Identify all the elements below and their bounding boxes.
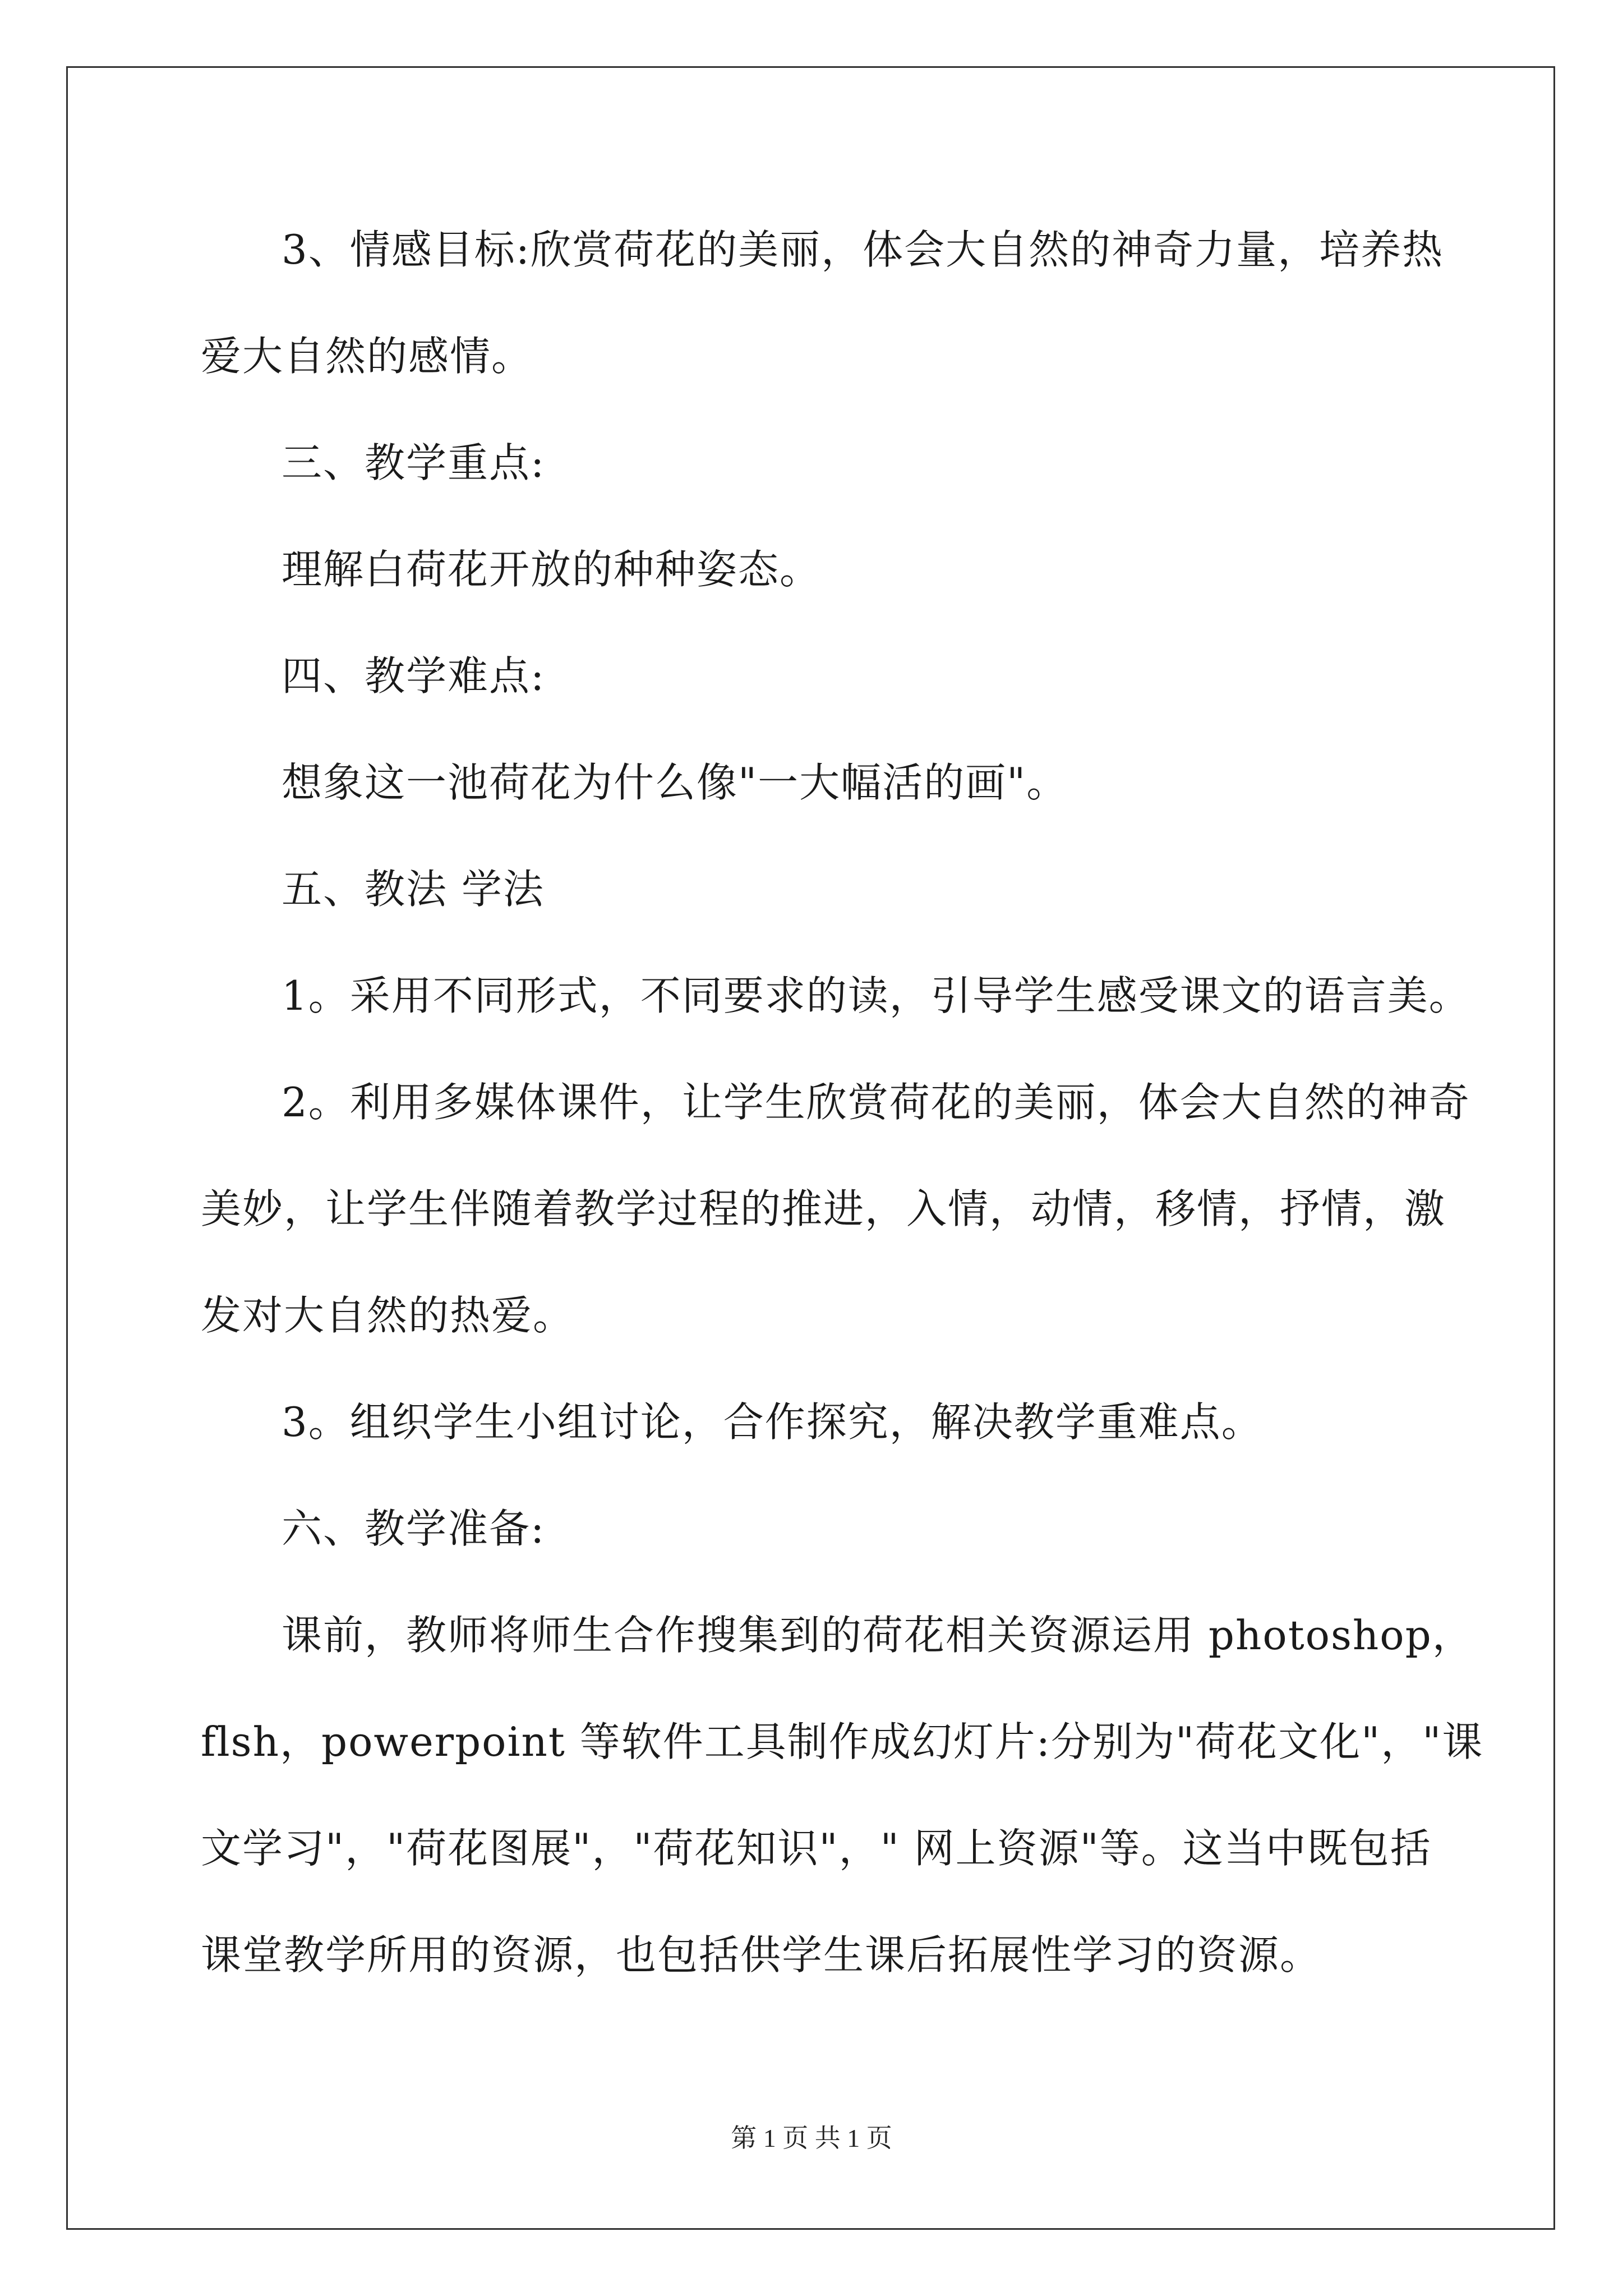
page-border [66,66,1555,2230]
text-line: flsh，powerpoint 等软件工具制作成幻灯片:分别为"荷花文化"，"课 [201,1718,1484,1765]
section-heading: 六、教学准备: [282,1505,546,1552]
text-line: 文学习"，"荷花图展"，"荷花知识"，" 网上资源"等。这当中既包括 [201,1825,1432,1872]
text-line: 课前，教师将师生合作搜集到的荷花相关资源运用 photoshop， [282,1612,1474,1659]
text-line: 课堂教学所用的资源，也包括供学生课后拓展性学习的资源。 [201,1931,1322,1978]
text-line: 1。采用不同形式，不同要求的读，引导学生感受课文的语言美。 [282,972,1470,1019]
text-line: 3。组织学生小组讨论，合作探究，解决教学重难点。 [282,1398,1263,1446]
text-line: 爱大自然的感情。 [201,333,533,380]
text-line: 3、情感目标:欣赏荷花的美丽，体会大自然的神奇力量，培养热 [282,226,1444,273]
section-heading: 四、教学难点: [282,652,546,700]
text-line: 想象这一池荷花为什么像"一大幅活的画"。 [282,759,1068,806]
section-heading: 三、教学重点: [282,439,546,486]
text-line: 美妙，让学生伴随着教学过程的推进，入情，动情，移情，抒情，激 [201,1185,1446,1232]
section-heading: 五、教法 学法 [282,866,545,913]
text-line: 理解白荷花开放的种种姿态。 [282,546,822,593]
text-line: 2。利用多媒体课件，让学生欣赏荷花的美丽，体会大自然的神奇 [282,1079,1470,1126]
text-line: 发对大自然的热爱。 [201,1292,575,1339]
page-footer: 第 1 页 共 1 页 [731,2124,892,2152]
